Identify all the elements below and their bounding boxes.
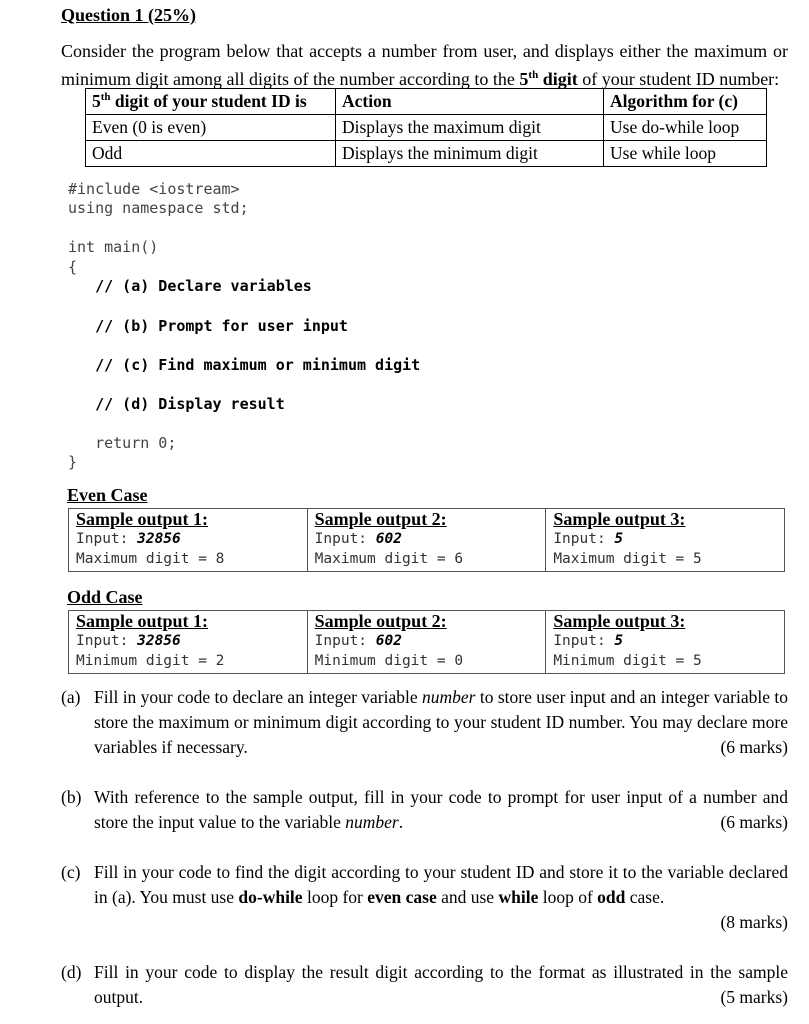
part-text: Fill in your code to find the digit according to your student ID and store it to the variable declared in (a). You must use do-while loop for even case and use while loop of odd case. bbox=[94, 862, 788, 907]
sample-input: Input: 5 bbox=[553, 531, 624, 547]
cell-action: Displays the minimum digit bbox=[336, 141, 604, 167]
part-marks: (8 marks) bbox=[720, 912, 788, 932]
part-label: (a) bbox=[61, 687, 81, 707]
part-text: Fill in your code to declare an integer variable number to store user input and an integer variable to store the maximum or minimum digit according to your student ID number. You may declare more variables if necessary. bbox=[94, 687, 788, 757]
code-close-brace: } bbox=[68, 453, 78, 471]
part-label: (c) bbox=[61, 862, 81, 882]
part-label: (b) bbox=[61, 787, 82, 807]
cell-action: Displays the maximum digit bbox=[336, 115, 604, 141]
code-comment-b: // (b) Prompt for user input bbox=[68, 317, 348, 335]
even-sample-2 bbox=[307, 509, 546, 572]
even-sample-3 bbox=[546, 509, 785, 572]
sample-label: Sample output 3: bbox=[553, 509, 686, 529]
sample-result: Maximum digit = 5 bbox=[553, 551, 702, 567]
code-comment-c: // (c) Find maximum or minimum digit bbox=[68, 356, 421, 374]
sample-input: Input: 602 bbox=[314, 531, 402, 547]
question-title: Question 1 (25%) bbox=[61, 5, 196, 25]
part-marks: (6 marks) bbox=[720, 812, 788, 832]
part-marks: (5 marks) bbox=[720, 987, 788, 1007]
even-sample-1 bbox=[69, 509, 308, 572]
sample-result: Minimum digit = 2 bbox=[76, 653, 225, 669]
header-digit: 5th digit of your student ID is bbox=[86, 89, 336, 115]
table-header-row bbox=[86, 89, 767, 115]
sample-result: Minimum digit = 0 bbox=[314, 653, 464, 669]
part-text: Fill in your code to display the result digit according to the format as illustrated in the sample output. bbox=[94, 962, 788, 1007]
odd-sample-3 bbox=[546, 611, 785, 674]
sample-input: Input: 32856 bbox=[76, 531, 181, 547]
odd-sample-2 bbox=[307, 611, 546, 674]
sample-result: Maximum digit = 8 bbox=[76, 551, 225, 567]
sample-result: Minimum digit = 5 bbox=[553, 653, 702, 669]
part-b bbox=[61, 785, 788, 835]
even-case-table bbox=[68, 508, 785, 572]
cell-algorithm: Use while loop bbox=[604, 141, 767, 167]
part-marks: (6 marks) bbox=[720, 737, 788, 757]
code-comment-d: // (d) Display result bbox=[68, 395, 285, 413]
code-include: #include <iostream> bbox=[68, 180, 240, 198]
header-algorithm: Algorithm for (c) bbox=[604, 89, 767, 115]
odd-case-heading: Odd Case bbox=[67, 587, 143, 607]
cell-digit: Odd bbox=[86, 141, 336, 167]
code-comment-a: // (a) Declare variables bbox=[68, 277, 312, 295]
even-case-heading: Even Case bbox=[67, 485, 148, 505]
table-row bbox=[86, 115, 767, 141]
cell-digit: Even (0 is even) bbox=[86, 115, 336, 141]
code-open-brace: { bbox=[68, 258, 78, 276]
part-a bbox=[61, 685, 788, 760]
sample-label: Sample output 1: bbox=[76, 611, 209, 631]
part-text: With reference to the sample output, fill in your code to prompt for user input of a number and store the input value to the variable number. bbox=[94, 787, 788, 832]
intro-paragraph: Consider the program below that accepts a number from user, and displays either the maximum or minimum digit among all digits of the number according to the 5th digit of your student ID number: bbox=[61, 41, 788, 89]
code-return: return 0; bbox=[68, 434, 177, 452]
table-row bbox=[86, 141, 767, 167]
sample-input: Input: 32856 bbox=[76, 633, 181, 649]
code-main: int main() bbox=[68, 238, 159, 256]
sample-input: Input: 602 bbox=[314, 633, 402, 649]
part-label: (d) bbox=[61, 962, 82, 982]
sample-label: Sample output 3: bbox=[553, 611, 686, 631]
sample-input: Input: 5 bbox=[553, 633, 624, 649]
part-d bbox=[61, 960, 788, 1010]
part-c bbox=[61, 860, 788, 935]
sample-label: Sample output 2: bbox=[314, 611, 447, 631]
code-using: using namespace std; bbox=[68, 199, 249, 217]
odd-case-table bbox=[68, 610, 785, 674]
sample-label: Sample output 2: bbox=[314, 509, 447, 529]
header-action: Action bbox=[336, 89, 604, 115]
odd-sample-1 bbox=[69, 611, 308, 674]
sample-result: Maximum digit = 6 bbox=[314, 551, 464, 567]
cell-algorithm: Use do-while loop bbox=[604, 115, 767, 141]
digit-action-table bbox=[85, 88, 767, 167]
sample-label: Sample output 1: bbox=[76, 509, 209, 529]
